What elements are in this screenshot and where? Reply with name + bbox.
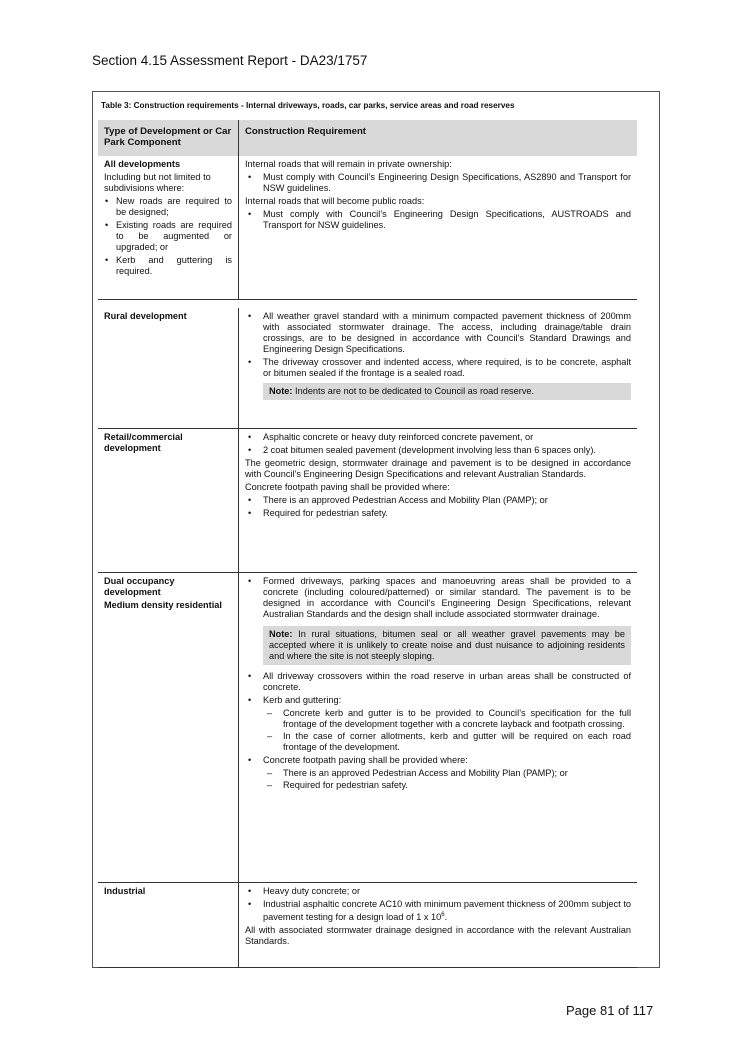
list-item: • Existing roads are required to be augmented or upgraded; or — [104, 220, 232, 253]
table-row — [98, 882, 637, 968]
list-item: • All weather gravel standard with a minimum compacted pavement thickness of 200mm with associated stormwater drainage. The access, including drainage/table drain crossings, are to be designed in accordance with Council’s Standard Drawings and Engineering Design Specifications. — [245, 311, 631, 355]
list-item: • Formed driveways, parking spaces and manoeuvring areas shall be provided to a concrete (including coloured/patterned) or similar standard. The pavement is to be designed in accordance with Council’s Engineering Design Specifications, relevant Australian Standards and the design shall include associated stormwater drainage. — [245, 576, 631, 620]
retail-requirements — [238, 429, 637, 572]
industrial-cell — [98, 883, 238, 967]
rural-cell — [98, 308, 238, 428]
dual-note — [263, 626, 631, 665]
note-label: Note: — [269, 386, 293, 396]
list-item: • The driveway crossover and indented access, where required, is to be concrete, asphalt or bitumen sealed if the frontage is a sealed road. — [245, 357, 631, 379]
list-item: • Required for pedestrian safety. — [245, 508, 631, 519]
list-item: • Must comply with Council’s Engineering Design Specifications, AS2890 and Transport for NSW guidelines. — [245, 172, 631, 194]
table-part-1 — [98, 120, 637, 300]
list-item: – Required for pedestrian safety. — [263, 780, 631, 791]
superscript: 6 — [441, 912, 445, 918]
all-developments-requirements — [238, 156, 637, 299]
all-developments-cell — [98, 156, 238, 299]
note-text: Indents are not to be dedicated to Council as road reserve. — [295, 386, 535, 396]
list-item: • Asphaltic concrete or heavy duty reinforced concrete pavement, or — [245, 432, 631, 443]
list-item: • Must comply with Council’s Engineering Design Specifications, AUSTROADS and Transport for NSW guidelines. — [245, 209, 631, 231]
all-developments-intro: Including but not limited to subdivisions where: — [104, 172, 211, 193]
list-item — [245, 899, 631, 923]
table-row — [98, 572, 637, 882]
footpath-label: Concrete footpath paving shall be provided where: — [263, 755, 468, 765]
retail-paragraph: The geometric design, stormwater drainage and pavement is to be designed in accordance with Council’s Engineering Design Specifications and relevant Australian Standards. — [245, 458, 631, 479]
industrial-requirements — [238, 883, 637, 967]
page-number: Page 81 of 117 — [566, 1003, 654, 1018]
rural-requirements — [238, 308, 637, 428]
list-item: – Concrete kerb and gutter is to be provided to Council’s specification for the full frontage of the development together with a concrete layback and footpath crossing. — [263, 708, 631, 730]
all-developments-heading: All developments — [104, 159, 181, 169]
list-item — [245, 755, 631, 791]
list-item: • All driveway crossovers within the road reserve in urban areas shall be constructed of concrete. — [245, 671, 631, 693]
table-row — [98, 308, 637, 428]
page-header: Section 4.15 Assessment Report - DA23/1757 — [92, 53, 368, 68]
list-item: – In the case of corner allotments, kerb and gutter will be required on each road frontage of the development. — [263, 731, 631, 753]
column-header-requirement: Construction Requirement — [238, 120, 637, 156]
dual-occupancy-heading: Dual occupancy development — [104, 576, 175, 597]
retail-heading: Retail/commercial development — [104, 432, 183, 453]
note-label: Note: — [269, 629, 293, 639]
private-roads-intro: Internal roads that will remain in private ownership: — [245, 159, 452, 169]
list-item: • There is an approved Pedestrian Access and Mobility Plan (PAMP); or — [245, 495, 631, 506]
industrial-heading: Industrial — [104, 886, 146, 896]
list-item: – There is an approved Pedestrian Access and Mobility Plan (PAMP); or — [263, 768, 631, 779]
table-title: Table 3: Construction requirements - Internal driveways, roads, car parks, service areas and road reserves — [101, 101, 515, 110]
retail-footpath-intro: Concrete footpath paving shall be provided where: — [245, 482, 450, 492]
kerb-guttering-label: Kerb and guttering: — [263, 695, 342, 705]
table-frame — [92, 91, 660, 968]
list-item — [245, 695, 631, 753]
table-row — [98, 428, 637, 572]
rural-note — [263, 383, 631, 400]
industrial-paragraph: All with associated stormwater drainage designed in accordance with the relevant Australian Standards. — [245, 925, 631, 947]
industrial-item-text: Industrial asphaltic concrete AC10 with minimum pavement thickness of 200mm subject to pavement testing for a design load of 1 x 10 — [263, 899, 631, 923]
list-item: • New roads are required to be designed; — [104, 196, 232, 218]
period: . — [444, 912, 448, 923]
medium-density-heading: Medium density residential — [104, 600, 222, 610]
list-item: • Kerb and guttering is required. — [104, 255, 232, 277]
rural-heading: Rural development — [104, 311, 187, 321]
retail-cell — [98, 429, 238, 572]
note-text: In rural situations, bitumen seal or all weather gravel pavements may be accepted where it is unlikely to create noise and dust nuisance to adjoining residents and where the site is not steeply sloping. — [269, 629, 625, 661]
list-item: • 2 coat bitumen sealed pavement (development involving less than 6 spaces only). — [245, 445, 631, 456]
public-roads-intro: Internal roads that will become public roads: — [245, 196, 425, 206]
list-item: • Heavy duty concrete; or — [245, 886, 631, 897]
dual-occupancy-requirements — [238, 573, 637, 882]
column-header-type: Type of Development or Car Park Component — [98, 120, 238, 156]
dual-occupancy-cell — [98, 573, 238, 882]
